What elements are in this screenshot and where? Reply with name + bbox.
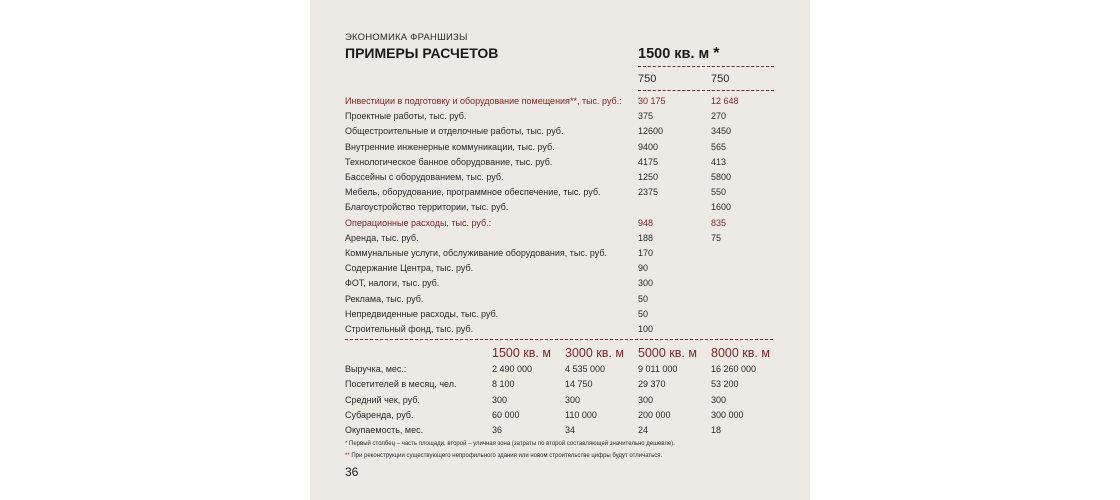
table-row	[310, 423, 810, 438]
row-value: 29 370	[638, 379, 666, 390]
row-value: 24	[638, 425, 649, 436]
row-label	[345, 109, 466, 124]
row-label	[345, 276, 439, 291]
footnote-1-mark: *	[345, 441, 348, 447]
area-header-mark: *	[713, 45, 720, 62]
table-row	[310, 231, 810, 246]
row-label-text: Операционные расходы, тыс. руб.:	[345, 217, 492, 228]
header-divider	[638, 66, 774, 67]
row-label-text: Технологическое банное оборудование, тыс. руб.	[345, 156, 553, 167]
row-label	[345, 261, 473, 276]
area-header-text: 1500 кв. м	[638, 46, 710, 62]
row-value-v1: 9400	[638, 141, 659, 152]
footnote-1	[345, 441, 675, 447]
row-label-text: Общестроительные и отделочные работы, тыс. руб.	[345, 126, 564, 137]
footnote-2	[345, 453, 662, 459]
row-value-v1: 1250	[638, 172, 659, 182]
row-label-unit: , тыс. руб.:	[576, 96, 622, 106]
row-value-v1: 90	[638, 263, 649, 274]
row-label-text: Внутренние инженерные коммуникации, тыс. руб.	[345, 141, 555, 152]
row-value-v1: 300	[638, 278, 654, 289]
column-header-3000: 3000 кв. м	[565, 346, 624, 360]
row-value-v1: 30 175	[638, 96, 666, 106]
row-label-text: Строительный фонд, тыс. руб.	[345, 324, 474, 334]
row-value-v2: 5800	[711, 172, 732, 182]
row-value-v1: 100	[638, 324, 654, 334]
row-label	[345, 200, 508, 215]
row-label: Окупаемость, мес.	[345, 425, 424, 436]
row-value-v2: 3450	[711, 126, 732, 137]
row-label	[345, 170, 504, 185]
row-value: 300	[711, 394, 727, 405]
row-label	[345, 140, 555, 155]
row-value: 300	[565, 394, 581, 405]
sub-column-2: 750	[711, 73, 730, 85]
row-label-text: Мебель, оборудование, программное обеспечение, тыс. руб.	[345, 187, 601, 198]
row-value: 36	[492, 425, 503, 436]
row-value: 9 011 000	[638, 364, 678, 374]
row-value-v1: 170	[638, 248, 654, 258]
row-label-text: ФОТ, налоги, тыс. руб.	[345, 278, 440, 289]
footnote-1-text: Первый столбец – часть площади, второй – уличная зона (затраты по второй составляющей значительно дешевле).	[349, 441, 675, 447]
row-value-v1: 50	[638, 308, 649, 319]
row-label	[345, 124, 563, 139]
row-value-v1: 4175	[638, 156, 659, 167]
table-row	[310, 94, 810, 109]
row-value: 4 535 000	[565, 364, 606, 374]
row-value: 18	[711, 425, 722, 436]
row-label	[345, 322, 473, 337]
row-value-v2: 835	[711, 217, 727, 228]
row-value: 60 000	[492, 409, 520, 420]
column-header-5000: 5000 кв. м	[638, 346, 697, 360]
row-value-v2: 550	[711, 187, 727, 198]
row-value-v2: 565	[711, 141, 727, 152]
row-value-v1: 188	[638, 232, 654, 243]
row-label	[345, 246, 607, 261]
table-row	[310, 377, 810, 392]
table-row	[310, 408, 810, 423]
table-row	[310, 322, 810, 337]
table-row	[310, 140, 810, 155]
row-label	[345, 231, 419, 246]
row-label: Средний чек, руб.	[345, 394, 420, 405]
row-value-v1: 948	[638, 217, 654, 228]
row-label-text: Благоустройство территории, тыс. руб.	[345, 202, 509, 213]
row-label-text: Проектные работы, тыс. руб.	[345, 111, 467, 122]
table-row	[310, 170, 810, 185]
row-label-text: Инвестиции в подготовку и оборудование помещения	[345, 96, 570, 106]
row-label	[345, 185, 601, 200]
table-row	[310, 362, 810, 377]
row-label	[345, 307, 498, 322]
row-label	[345, 155, 552, 170]
row-value-v1: 375	[638, 111, 654, 122]
page-title: ПРИМЕРЫ РАСЧЕТОВ	[345, 45, 499, 61]
row-value-v2: 1600	[711, 202, 732, 213]
table-row	[310, 124, 810, 139]
row-value-v1: 50	[638, 293, 649, 304]
column-header-8000: 8000 кв. м	[711, 346, 770, 360]
row-label: Субаренда, руб.	[345, 409, 414, 420]
table-row	[310, 393, 810, 408]
table-row	[310, 307, 810, 322]
table-row	[310, 246, 810, 261]
row-value: 300	[492, 394, 508, 405]
row-value: 300	[638, 394, 654, 405]
row-value-v2: 413	[711, 156, 727, 167]
row-label: Выручка, мес.:	[345, 364, 407, 374]
row-value-v2: 75	[711, 232, 722, 243]
table-row	[310, 185, 810, 200]
row-label-text: Непредвиденные расходы, тыс. руб.	[345, 308, 499, 319]
row-label-text: Содержание Центра, тыс. руб.	[345, 263, 474, 274]
area-header	[638, 45, 720, 63]
table-divider	[345, 339, 773, 340]
row-value-v1: 2375	[638, 187, 659, 198]
row-label	[345, 216, 491, 231]
page-number: 36	[345, 465, 359, 479]
row-label	[345, 94, 622, 109]
row-label-mark: **	[569, 96, 577, 106]
row-label: Посетителей в месяц, чел.	[345, 379, 457, 390]
row-label-text: Реклама, тыс. руб.	[345, 293, 424, 304]
table-row	[310, 261, 810, 276]
table-row	[310, 200, 810, 215]
row-label-text: Коммунальные услуги, обслуживание оборудования, тыс. руб.	[345, 248, 608, 258]
table-row	[310, 292, 810, 307]
document-page	[310, 0, 810, 500]
row-value: 34	[565, 425, 576, 436]
table-row	[310, 155, 810, 170]
section-kicker: ЭКОНОМИКА ФРАНШИЗЫ	[345, 32, 468, 43]
row-value: 16 260 000	[711, 364, 757, 374]
row-value: 8 100	[492, 379, 515, 390]
row-label-text: Бассейны с оборудованием, тыс. руб.	[345, 172, 504, 182]
row-value: 53 200	[711, 379, 739, 390]
footnote-2-mark: **	[345, 453, 350, 459]
table-row	[310, 276, 810, 291]
sub-column-1: 750	[638, 73, 657, 85]
footnote-2-text: При реконструкции существующего непрофильного здания или новом строительстве цифры будут отличаться.	[351, 453, 663, 459]
row-value-v2: 12 648	[711, 96, 739, 106]
row-value: 2 490 000	[492, 364, 533, 374]
table-row	[310, 216, 810, 231]
subheader-divider	[638, 90, 774, 91]
row-value-v1: 12600	[638, 126, 664, 137]
row-value: 200 000	[638, 409, 671, 420]
row-label	[345, 292, 423, 307]
row-value-v2: 270	[711, 111, 727, 122]
row-value: 300 000	[711, 409, 744, 420]
row-value: 110 000	[565, 409, 597, 420]
row-label-text: Аренда, тыс. руб.	[345, 232, 419, 243]
column-header-1500: 1500 кв. м	[492, 346, 551, 360]
table-row	[310, 109, 810, 124]
row-value: 14 750	[565, 379, 593, 390]
